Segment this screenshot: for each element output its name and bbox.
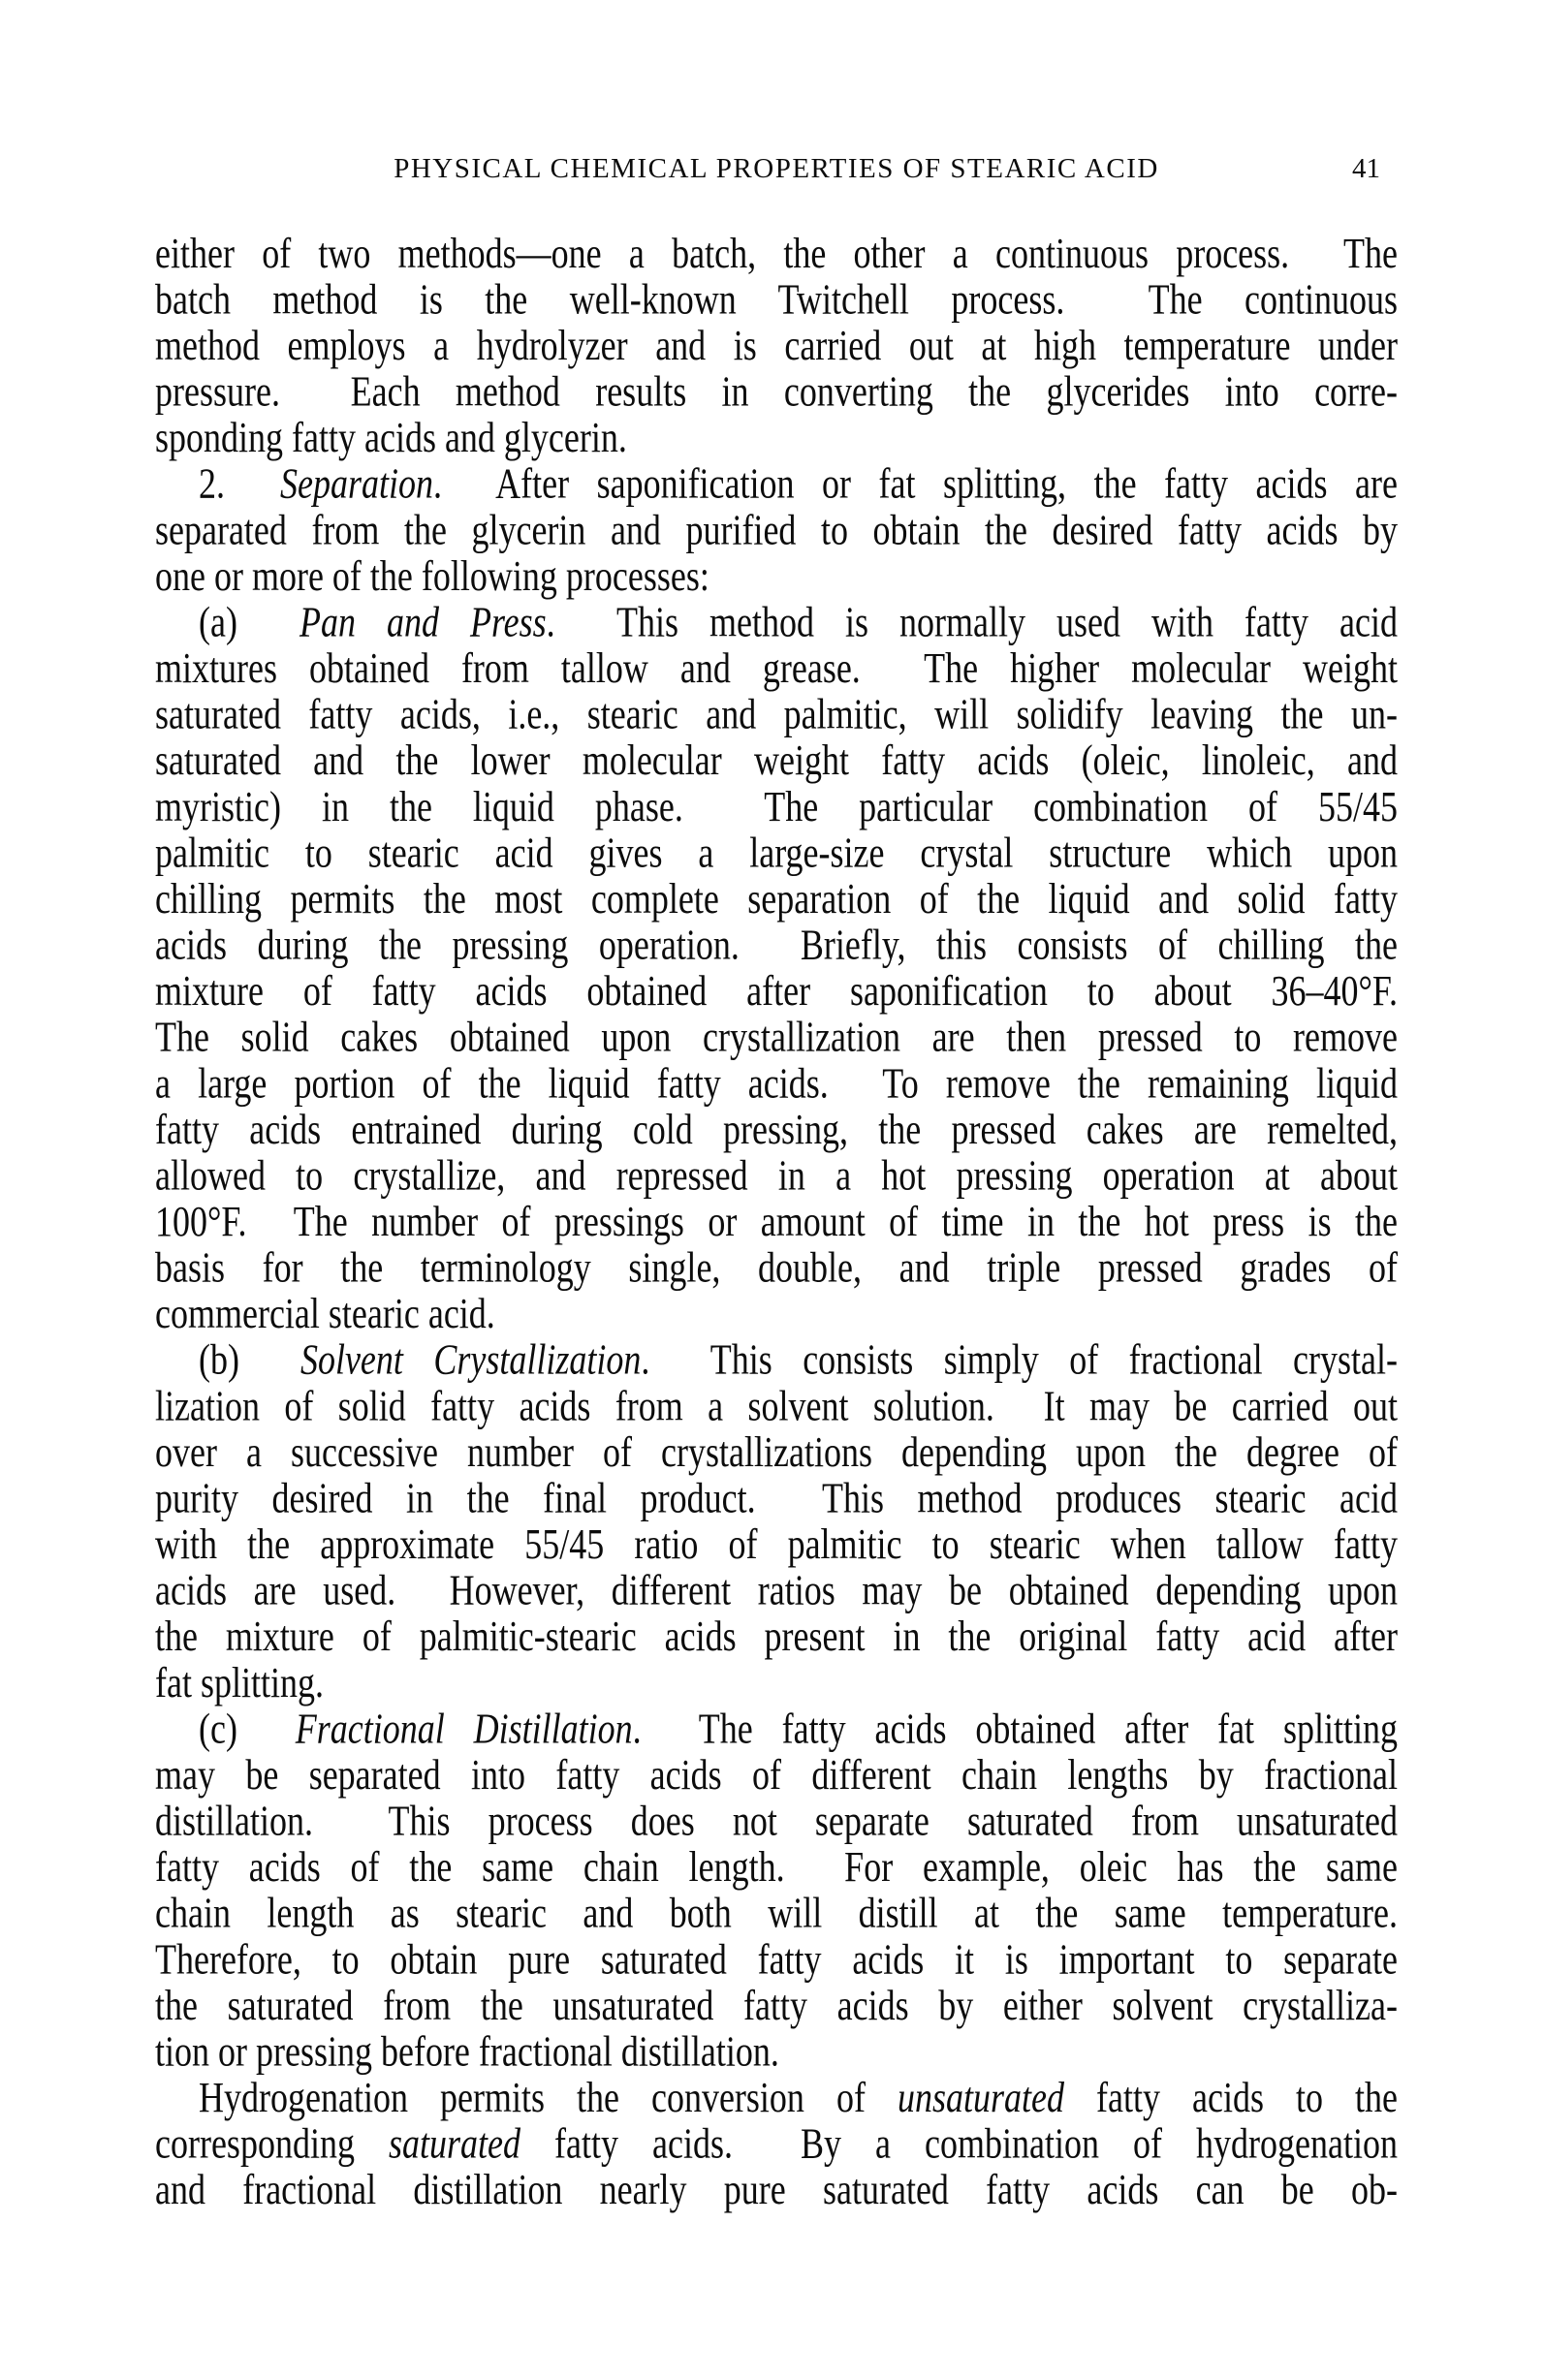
text-segment: distillation. This process does not separate saturated from unsaturated [155, 1797, 1398, 1845]
text-segment: fat splitting. [155, 1658, 324, 1707]
text-segment: a large portion of the liquid fatty acids. To remove the remaining liquid [155, 1059, 1398, 1108]
text-segment: the saturated from the unsaturated fatty acids by either solvent crystalliza- [155, 1981, 1398, 2029]
text-line [155, 1891, 1398, 1937]
text-segment: Therefore, to obtain pure saturated fatty acids it is important to separate [155, 1935, 1398, 1984]
text-segment: saturated fatty acids, i.e., stearic and palmitic, will solidify leaving the un- [155, 690, 1398, 738]
text-segment: either of two methods—one a batch, the other a continuous process. The [155, 229, 1398, 277]
text-line [155, 507, 1398, 553]
text-segment: . This consists simply of fractional crystal- [641, 1335, 1399, 1384]
text-line [155, 1799, 1398, 1845]
text-segment: pressure. Each method results in converting the glycerides into corre- [155, 367, 1398, 416]
text-line [155, 2075, 1398, 2121]
text-line [155, 784, 1398, 830]
text-segment: palmitic to stearic acid gives a large-size crystal structure which upon [155, 829, 1398, 877]
text-segment: with the approximate 55/45 ratio of palmitic to stearic when tallow fatty [155, 1520, 1398, 1568]
text-segment: one or more of the following processes: [155, 551, 709, 600]
text-segment: separated from the glycerin and purified to obtain the desired fatty acids by [155, 506, 1398, 554]
text-segment: fatty acids of the same chain length. For example, oleic has the same [155, 1843, 1398, 1891]
page-number: 41 [1352, 153, 1380, 184]
text-segment: tion or pressing before fractional distillation. [155, 2027, 779, 2076]
text-segment: fatty acids entrained during cold pressing, the pressed cakes are remelted, [155, 1105, 1398, 1153]
text-line [155, 277, 1398, 324]
text-segment: The solid cakes obtained upon crystallization are then pressed to remove [155, 1013, 1398, 1061]
text-line [155, 600, 1398, 646]
text-segment: saturated and the lower molecular weight fatty acids (oleic, linoleic, and [155, 736, 1398, 784]
italic-text-segment: saturated [388, 2119, 520, 2168]
text-line [155, 1568, 1398, 1614]
text-segment: chain length as stearic and both will distill at the same temperature. [155, 1889, 1398, 1937]
text-line [155, 415, 1398, 461]
text-line [155, 830, 1398, 877]
text-line [155, 1521, 1398, 1568]
text-line [155, 1752, 1398, 1799]
text-line [155, 323, 1398, 369]
text-line [155, 1384, 1398, 1430]
text-segment: (b) [199, 1335, 300, 1384]
italic-text-segment: Fractional Distillation [295, 1705, 633, 1753]
text-line [155, 1936, 1398, 1983]
text-line [155, 2121, 1398, 2168]
text-segment: . After saponification or fat splitting, the fatty acids are [433, 459, 1398, 508]
text-segment: basis for the terminology single, double, and triple pressed grades of [155, 1243, 1398, 1292]
text-segment: method employs a hydrolyzer and is carried out at high temperature under [155, 321, 1398, 369]
text-segment: chilling permits the most complete separation of the liquid and solid fatty [155, 874, 1398, 923]
text-segment: fatty acids to the [1063, 2073, 1398, 2121]
text-line [155, 692, 1398, 738]
text-segment: 100°F. The number of pressings or amount of time in the hot press is the [155, 1197, 1398, 1245]
page-body [155, 231, 1398, 2213]
text-line [155, 1707, 1398, 1753]
text-segment: fatty acids. By a combination of hydrogenation [520, 2119, 1398, 2168]
text-segment: 2. [199, 459, 281, 508]
text-segment: allowed to crystallize, and repressed in a hot pressing operation at about [155, 1151, 1398, 1200]
text-segment: over a successive number of crystallizations depending upon the degree of [155, 1427, 1398, 1476]
italic-text-segment: Pan and Press [299, 598, 547, 646]
italic-text-segment: unsaturated [897, 2073, 1064, 2121]
text-segment: . The fatty acids obtained after fat splitting [632, 1705, 1398, 1753]
text-line [155, 1337, 1398, 1384]
text-segment: mixtures obtained from tallow and grease. The higher molecular weight [155, 644, 1398, 692]
text-segment: the mixture of palmitic-stearic acids present in the original fatty acid after [155, 1613, 1398, 1660]
text-segment: (c) [199, 1705, 296, 1753]
text-line [155, 1199, 1398, 1245]
text-line [155, 968, 1398, 1015]
text-segment: . This method is normally used with fatty acid [546, 598, 1398, 646]
text-line [155, 1107, 1398, 1153]
text-line [155, 231, 1398, 277]
text-line [155, 1613, 1398, 1660]
text-line [155, 737, 1398, 784]
text-line [155, 1291, 1398, 1337]
text-line [155, 1015, 1398, 1061]
text-line [155, 1060, 1398, 1107]
text-segment: and fractional distillation nearly pure saturated fatty acids can be ob- [155, 2166, 1398, 2213]
text-segment: purity desired in the final product. This method produces stearic acid [155, 1474, 1398, 1522]
text-line [155, 1245, 1398, 1292]
text-segment: (a) [199, 598, 299, 646]
text-line [155, 1153, 1398, 1200]
text-segment: corresponding [155, 2119, 389, 2168]
text-line [155, 553, 1398, 600]
text-line [155, 1844, 1398, 1891]
text-line [155, 369, 1398, 416]
text-segment: acids are used. However, different ratios may be obtained depending upon [155, 1566, 1398, 1614]
italic-text-segment: Solvent Crystallization [299, 1335, 642, 1384]
text-line [155, 2167, 1398, 2213]
text-line [155, 1660, 1398, 1707]
text-segment: myristic) in the liquid phase. The particular combination of 55/45 [155, 782, 1398, 830]
text-line [155, 1476, 1398, 1522]
text-line [155, 923, 1398, 969]
italic-text-segment: Separation [280, 459, 434, 508]
text-line [155, 645, 1398, 692]
running-header [155, 153, 1398, 192]
text-line [155, 1429, 1398, 1476]
text-segment: lization of solid fatty acids from a solvent solution. It may be carried out [155, 1382, 1398, 1430]
text-line [155, 461, 1398, 508]
text-segment: sponding fatty acids and glycerin. [155, 414, 627, 461]
text-line [155, 1983, 1398, 2029]
text-segment: Hydrogenation permits the conversion of [199, 2073, 898, 2121]
text-segment: commercial stearic acid. [155, 1290, 495, 1337]
text-segment: batch method is the well-known Twitchell process. The continuous [155, 275, 1398, 324]
text-line [155, 876, 1398, 923]
text-segment: may be separated into fatty acids of different chain lengths by fractional [155, 1750, 1398, 1799]
text-line [155, 2029, 1398, 2076]
text-segment: acids during the pressing operation. Briefly, this consists of chilling the [155, 921, 1398, 969]
text-segment: mixture of fatty acids obtained after saponification to about 36–40°F. [155, 967, 1398, 1015]
page-title: PHYSICAL CHEMICAL PROPERTIES OF STEARIC ACID [394, 153, 1159, 184]
